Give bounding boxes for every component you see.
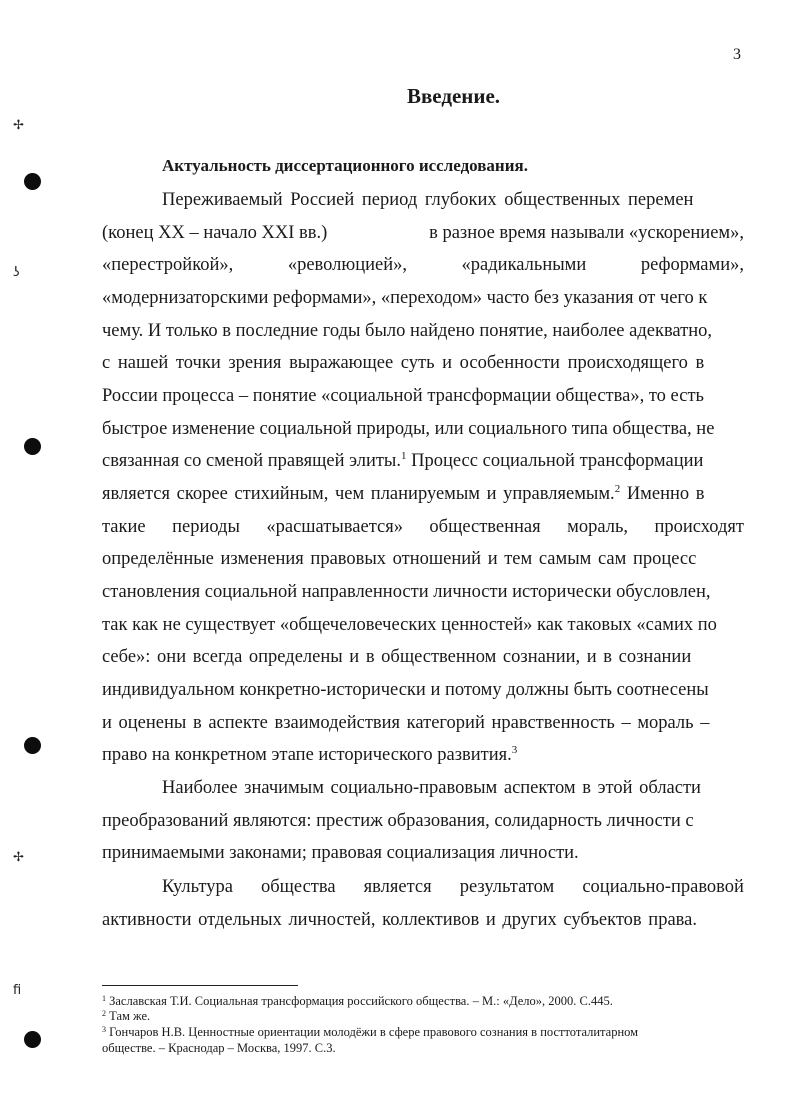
binder-hole	[24, 173, 41, 190]
text-line: связанная со сменой правящей элиты.$^1$ Процесс социальной трансформации	[102, 450, 704, 471]
text-line: является скорее стихийным, чем планируемым и управляемым.$^2$ Именно в	[102, 483, 705, 504]
text-line: России процесса – понятие «социальной трансформации общества», то есть	[102, 386, 704, 406]
binder-hole	[24, 737, 41, 754]
text-line: Культура общества является результатом социально-правовой	[162, 877, 744, 897]
text-line: такие периоды «расшатывается» общественная мораль, происходят	[102, 517, 744, 537]
page-title: Введение.	[406, 84, 501, 108]
footnote-ref: 3	[511, 744, 518, 756]
text-line: определённые изменения правовых отношений и тем самым сам процесс	[102, 549, 697, 569]
text-line: право на конкретном этапе исторического развития.$^3$	[102, 744, 518, 765]
text-line: так как не существует «общечеловеческих ценностей» как таковых «самих по	[102, 615, 717, 635]
text-line: с нашей точки зрения выражающее суть и особенности происходящего в	[102, 353, 705, 373]
text-line: чему. И только в последние годы было найдено понятие, наиболее адекватно,	[102, 321, 713, 341]
text-line: и оценены в аспекте взаимодействия категорий нравственность – мораль –	[102, 713, 710, 733]
text-line: активности отдельных личностей, коллективов и других субъектов права.	[102, 910, 697, 930]
section-subtitle: Актуальность диссертационного исследования.	[162, 156, 528, 175]
text-line: «перестройкой», «революцией», «радикальными реформами»,	[102, 255, 744, 275]
text-line: себе»: они всегда определены и в общественном сознании, и в сознании	[102, 647, 692, 667]
footnote: $^1$ Заславская Т.И. Социальная трансформация российского общества. – М.: «Дело», 2000. С.445.	[102, 994, 613, 1008]
footnote-ref: 2	[614, 483, 621, 495]
binder-hole	[24, 438, 41, 455]
text-line: преобразований являются: престиж образования, солидарность личности с	[102, 811, 694, 831]
footnote: $^3$ Гончаров Н.В. Ценностные ориентации молодёжи в сфере правового сознания в посттоталитарном	[102, 1025, 639, 1039]
binder-hole	[24, 1031, 41, 1048]
text-line: Наиболее значимым социально-правовым аспектом в этой области	[162, 778, 701, 798]
scan-mark: ✢	[13, 850, 24, 865]
text-line: принимаемыми законами; правовая социализация личности.	[102, 843, 579, 863]
scan-mark: ʖ	[13, 265, 20, 280]
text-line: быстрое изменение социальной природы, или социального типа общества, не	[102, 419, 715, 439]
scan-mark: ✢	[13, 118, 24, 133]
page-number: 3	[733, 46, 741, 63]
footnote-ref: 1	[401, 450, 407, 462]
text-line: становления социальной направленности личности исторически обусловлен,	[102, 582, 711, 602]
text-line: индивидуальном конкретно-исторически и потому должны быть соотнесены	[102, 680, 709, 700]
scan-mark: ﬁ	[13, 983, 22, 998]
footnote-divider	[102, 985, 298, 986]
footnote: $^2$ Там же.	[102, 1009, 151, 1023]
footnote: обществе. – Краснодар – Москва, 1997. С.3.	[102, 1041, 336, 1055]
text-line: (конец XX – начало XXI вв.) в разное время называли «ускорением»,	[102, 223, 744, 243]
text-line: «модернизаторскими реформами», «переходом» часто без указания от чего к	[102, 288, 708, 308]
text-line: Переживаемый Россией период глубоких общественных перемен	[162, 190, 694, 210]
